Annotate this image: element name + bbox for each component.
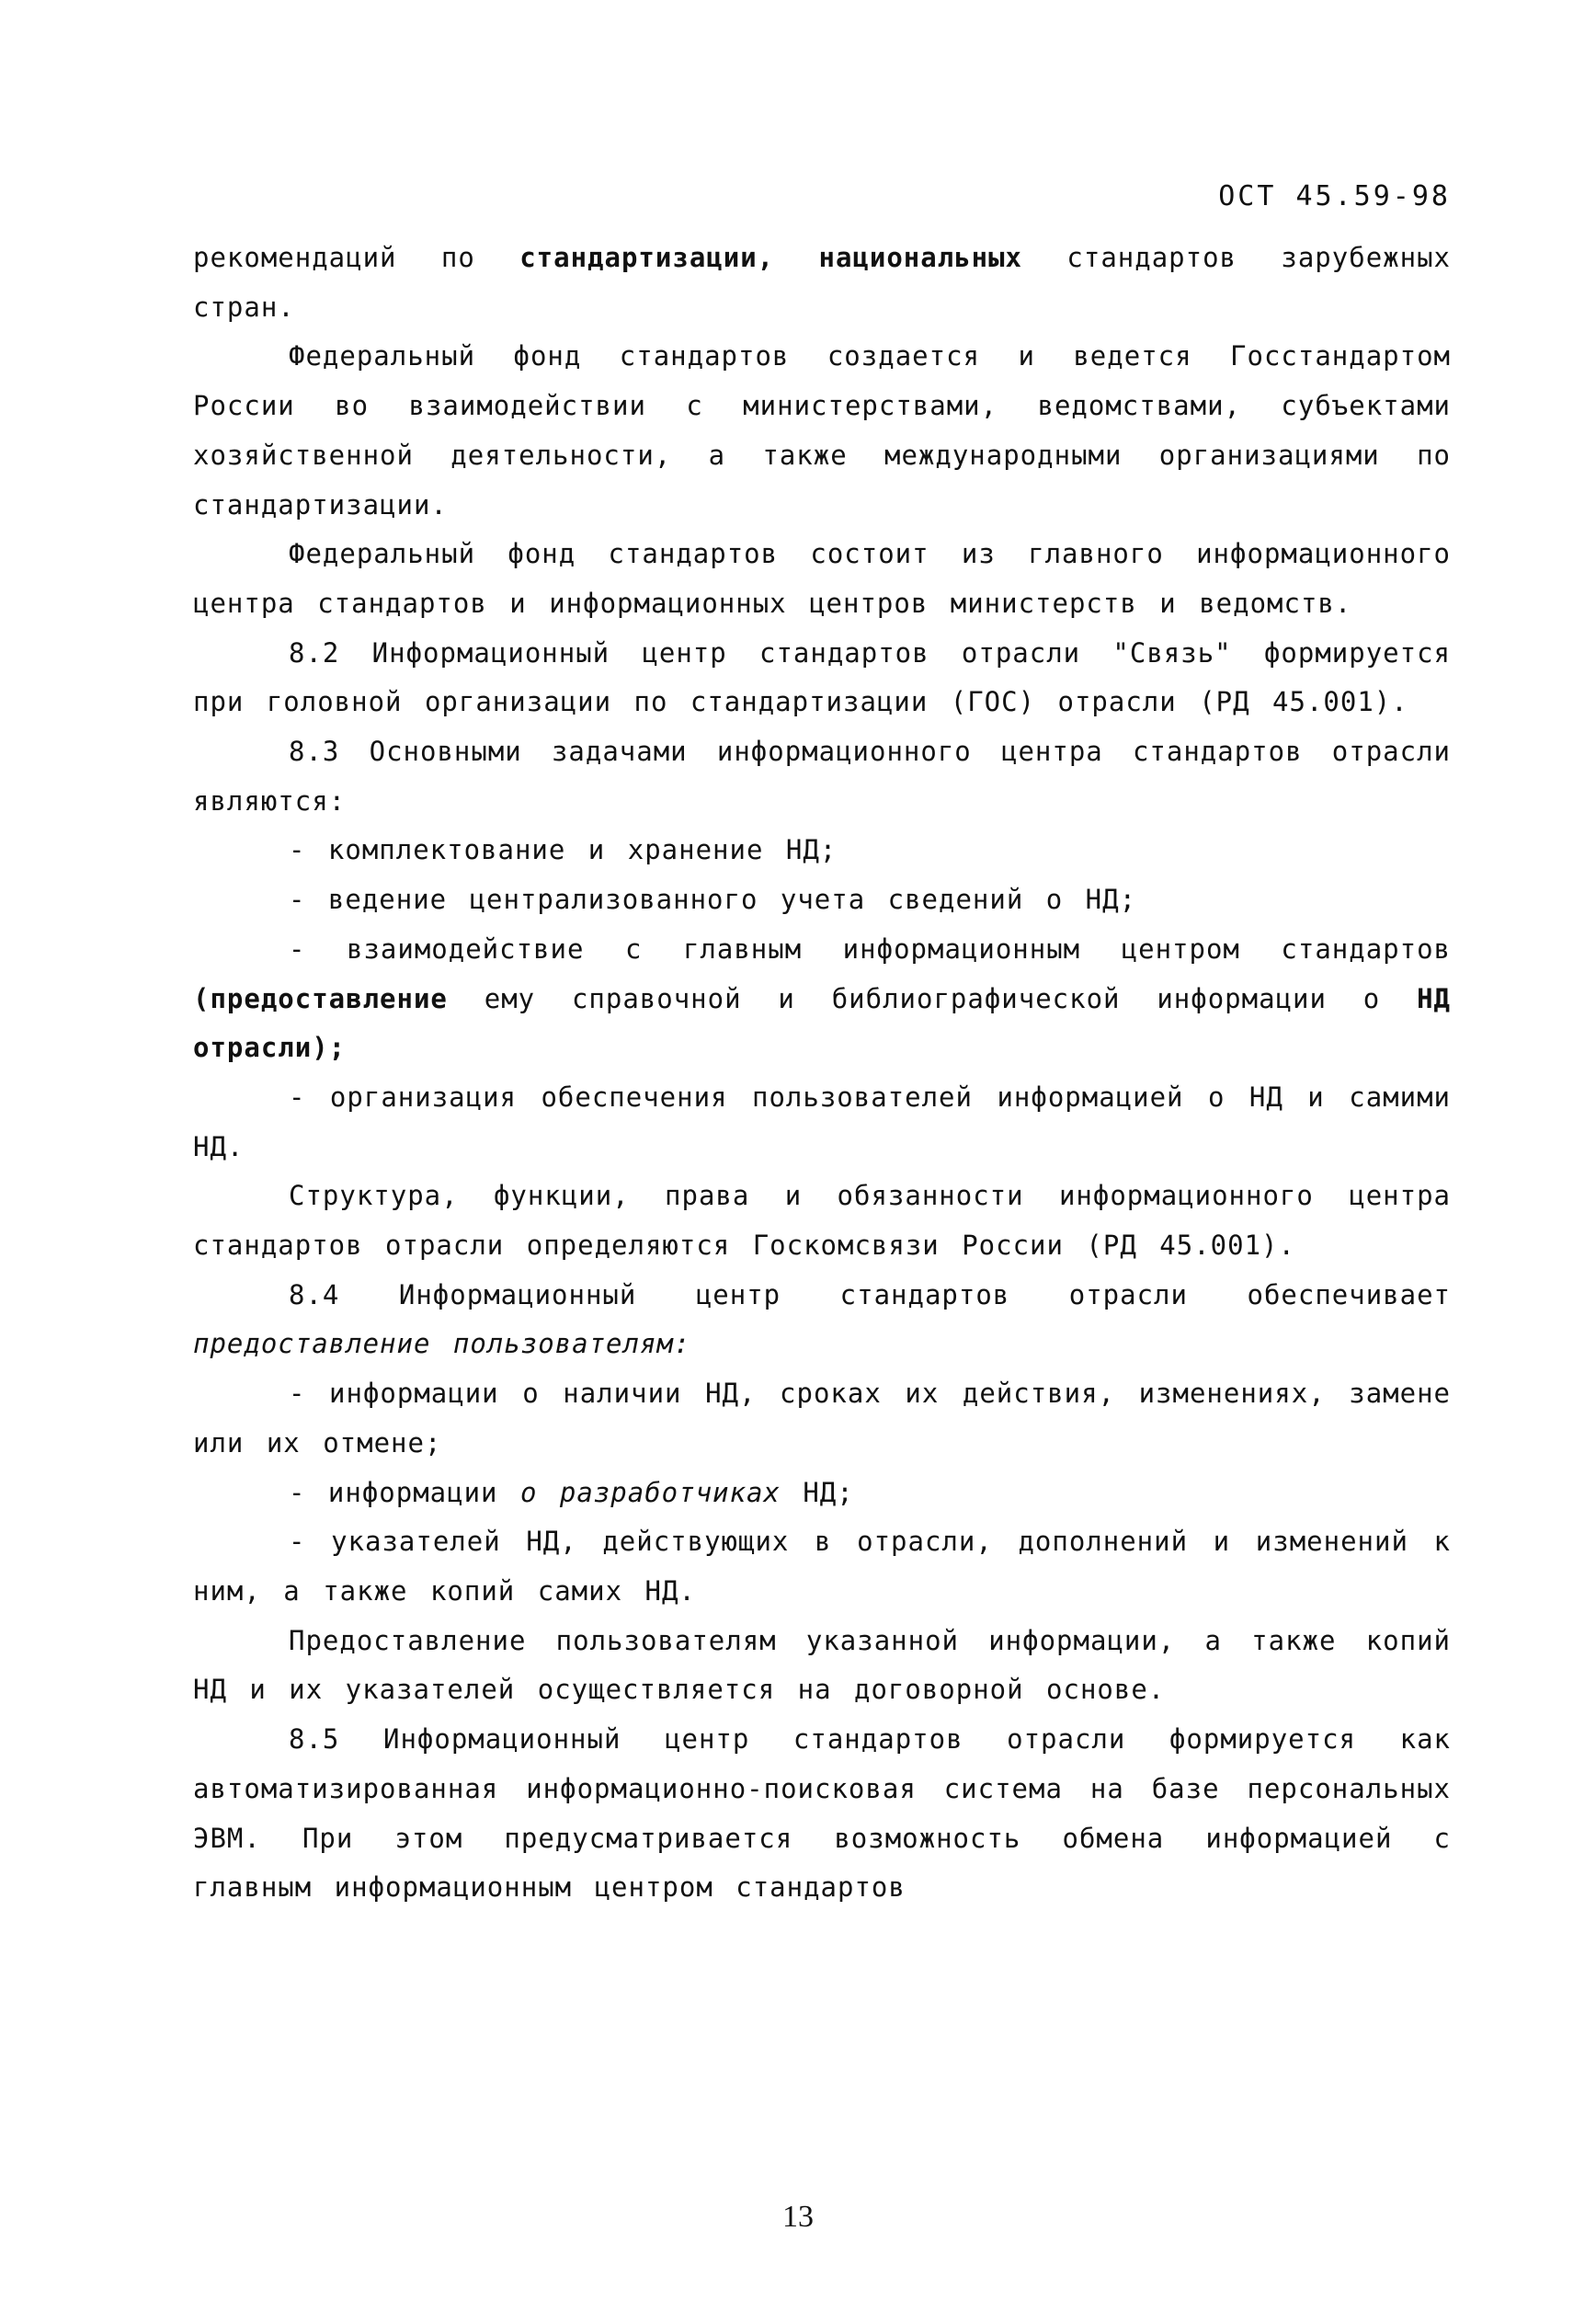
bold-text-run: стандартизации, национальных — [519, 242, 1023, 273]
text-run: стандартов зарубежных стран. — [193, 242, 1451, 323]
list-item-developers-info — [193, 1469, 1451, 1518]
paragraph-8-3: 8.3 Основными задачами информационного центра стандартов отрасли являются: — [193, 736, 1451, 817]
list-item-interaction — [193, 925, 1451, 1073]
paragraph-federal-fund-maintenance: Федеральный фонд стандартов создается и ведется Госстандартом России во взаимодействии с министерствами, ведомствами, субъектами хозяйственной деятельности, а также международными организациями по стандартизации. — [193, 340, 1451, 521]
paragraph-8-2: 8.2 Информационный центр стандартов отрасли "Связь" формируется при головной организации по стандартизации (ГОС) отрасли (РД 45.001). — [193, 636, 1451, 718]
text-run: - информации — [289, 1476, 520, 1508]
document-code-header: ОСТ 45.59-98 — [1218, 180, 1451, 212]
text-run: рекомендаций по — [193, 242, 520, 273]
italic-text-run: предоставление пользователям: — [193, 1328, 691, 1360]
paragraph-continuation — [193, 234, 1451, 332]
list-item-availability-info: - информации о наличии НД, сроках их действия, изменениях, замене или их отмене; — [193, 1378, 1451, 1459]
paragraph-8-5: 8.5 Информационный центр стандартов отрасли формируется как автоматизированная информационно-поисковая система на базе персональных ЭВМ. При этом предусматривается возможность обмена информацией с главным информационным центром стандартов — [193, 1723, 1451, 1904]
list-item-user-provision: - организация обеспечения пользователей информацией о НД и самими НД. — [193, 1081, 1451, 1162]
bold-text-run: НД отрасли); — [193, 982, 1451, 1064]
document-body — [193, 234, 1451, 1913]
paragraph-structure: Структура, функции, права и обязанности информационного центра стандартов отрасли определяются Госкомсвязи России (РД 45.001). — [193, 1180, 1451, 1262]
list-item-accounting: - ведение централизованного учета сведений о НД; — [289, 884, 1137, 916]
text-run: 8.4 Информационный центр стандартов отрасли обеспечивает — [289, 1278, 1451, 1310]
list-item-indexes: - указателей НД, действующих в отрасли, дополнений и изменений к ним, а также копий самих НД. — [193, 1526, 1451, 1607]
text-run: - взаимодействие с главным информационным центром стандартов — [289, 932, 1451, 965]
paragraph-federal-fund-composition: Федеральный фонд стандартов состоит из главного информационного центра стандартов и информационных центров министерств и ведомств. — [193, 538, 1451, 619]
italic-text-run: о разработчиках — [519, 1476, 781, 1508]
list-item-completing: - комплектование и хранение НД; — [289, 834, 838, 866]
text-run: ему справочной и библиографической информации о — [447, 982, 1418, 1014]
text-run: НД; — [780, 1476, 854, 1508]
paragraph-8-4 — [193, 1271, 1451, 1369]
bold-text-run: (предоставление — [193, 982, 448, 1014]
paragraph-contract-basis: Предоставление пользователям указанной информации, а также копий НД и их указателей осуществляется на договорной основе. — [193, 1624, 1451, 1706]
page-number: 13 — [782, 2200, 814, 2234]
